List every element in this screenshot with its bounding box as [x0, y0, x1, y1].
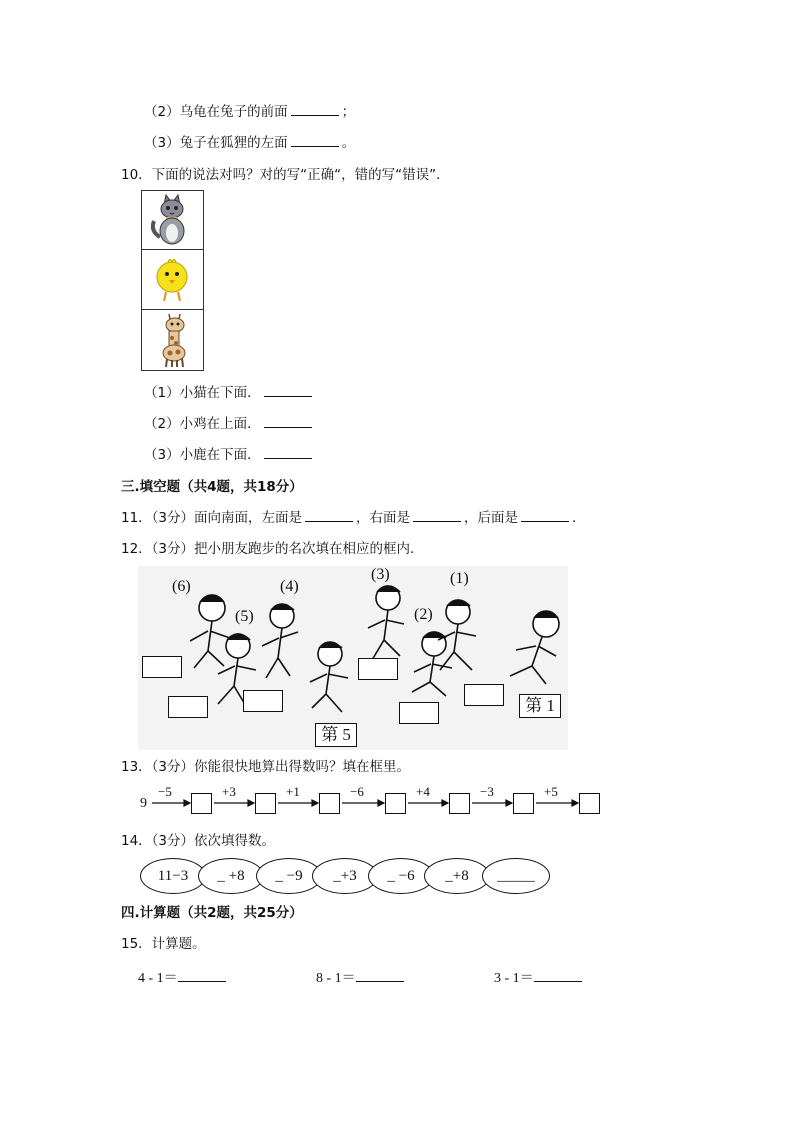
- ellipse-cell[interactable]: _+8: [424, 858, 490, 894]
- rank-answer-box[interactable]: [464, 684, 504, 706]
- rank-answer-box[interactable]: [399, 702, 439, 724]
- answer-blank[interactable]: [534, 969, 582, 982]
- section-4-title: 四.计算题（共2题，共25分）: [121, 905, 303, 921]
- q10-item-3-text: （3）小鹿在下面．: [144, 447, 261, 463]
- q10-item-3: [144, 446, 315, 464]
- answer-blank[interactable]: [291, 134, 339, 147]
- chain-op: −5: [158, 784, 172, 799]
- rank-answer-box[interactable]: [168, 696, 208, 718]
- q11-text-1: 11．（3分）面向南面，左面是: [121, 510, 303, 526]
- ellipse-cell[interactable]: _____: [482, 858, 550, 894]
- rank-answer-box[interactable]: [358, 658, 398, 680]
- answer-blank[interactable]: [356, 969, 404, 982]
- q11: [121, 509, 586, 527]
- calculation-chain: [140, 786, 610, 820]
- animal-picture-stack: [141, 190, 204, 371]
- section-3-title: 三.填空题（共4题，共18分）: [121, 479, 303, 495]
- q15-problem-3-text: 3 - 1＝: [494, 971, 534, 986]
- answer-blank-right[interactable]: [413, 509, 461, 522]
- q10-stem: 10．下面的说法对吗？对的写“正确“，错的写“错误”．: [121, 167, 450, 183]
- q15-problem-2: [316, 969, 407, 988]
- chain-answer-box[interactable]: [513, 793, 534, 814]
- answer-blank[interactable]: [178, 969, 226, 982]
- answer-blank[interactable]: [264, 384, 312, 397]
- chick-icon: [142, 251, 203, 310]
- rank-label: (3): [371, 566, 390, 583]
- q9-item-3-end: 。: [341, 135, 356, 151]
- rank-answer-box[interactable]: [243, 690, 283, 712]
- chain-answer-box[interactable]: [449, 793, 470, 814]
- q10-item-2-text: （2）小鸡在上面．: [144, 416, 261, 432]
- ellipse-chain: [140, 858, 560, 896]
- rank-label: (5): [235, 608, 254, 625]
- q15-problem-1-text: 4 - 1＝: [138, 971, 178, 986]
- giraffe-picture: [142, 311, 203, 370]
- chain-op: +1: [286, 784, 300, 799]
- rank-answer-box[interactable]: [142, 656, 182, 678]
- q9-item-2-text: （2）乌龟在兔子的前面: [144, 104, 288, 120]
- answer-blank[interactable]: [291, 103, 339, 116]
- q11-text-2: ，右面是: [356, 510, 411, 526]
- q14-stem: 14．（3分）依次填得数。: [121, 833, 276, 849]
- chain-start-number: 9: [140, 796, 147, 811]
- q12-stem: 12．（3分）把小朋友跑步的名次填在相应的框内．: [121, 541, 424, 557]
- cat-picture: [142, 191, 203, 250]
- rank-label: (2): [414, 606, 433, 623]
- q9-item-3: [144, 134, 355, 152]
- q9-item-2: [144, 103, 355, 121]
- ellipse-cell[interactable]: _ +8: [198, 858, 264, 894]
- chain-op: +4: [416, 784, 430, 799]
- chain-op: +5: [544, 784, 558, 799]
- ellipse-cell[interactable]: _ −9: [256, 858, 322, 894]
- answer-blank-back[interactable]: [521, 509, 569, 522]
- answer-blank[interactable]: [264, 415, 312, 428]
- q9-item-2-end: ；: [341, 104, 356, 120]
- ellipse-cell: 11−3: [140, 858, 206, 894]
- ellipse-cell[interactable]: _ −6: [368, 858, 434, 894]
- q10-item-1: [144, 384, 315, 402]
- q15-problem-2-text: 8 - 1＝: [316, 971, 356, 986]
- giraffe-icon: [142, 311, 203, 370]
- q15-problem-1: [138, 969, 229, 988]
- cat-icon: [142, 191, 203, 250]
- q9-item-3-text: （3）兔子在狐狸的左面: [144, 135, 288, 151]
- chain-answer-box[interactable]: [385, 793, 406, 814]
- answer-blank[interactable]: [264, 446, 312, 459]
- q10-item-2: [144, 415, 315, 433]
- first-place-label: 第 1: [519, 694, 561, 718]
- q11-text-3: ，后面是: [464, 510, 519, 526]
- running-children-picture: [138, 566, 568, 750]
- q15-problem-3: [494, 969, 585, 988]
- q15-stem: 15．计算题。: [121, 936, 206, 952]
- chain-answer-box[interactable]: [255, 793, 276, 814]
- answer-blank-left[interactable]: [305, 509, 353, 522]
- q13-stem: 13．（3分）你能很快地算出得数吗？填在框里。: [121, 759, 411, 775]
- q10-item-1-text: （1）小猫在下面．: [144, 385, 261, 401]
- chain-answer-box[interactable]: [319, 793, 340, 814]
- chain-op: −6: [350, 784, 364, 799]
- rank-label: (4): [280, 578, 299, 595]
- fifth-place-label: 第 5: [315, 723, 357, 747]
- rank-label: (6): [172, 578, 191, 595]
- chain-op: −3: [480, 784, 494, 799]
- rank-label: (1): [450, 570, 469, 587]
- chick-picture: [142, 251, 203, 310]
- q11-text-4: ．: [572, 510, 586, 526]
- ellipse-cell[interactable]: _+3: [312, 858, 378, 894]
- chain-answer-box[interactable]: [579, 793, 600, 814]
- chain-op: +3: [222, 784, 236, 799]
- chain-answer-box[interactable]: [191, 793, 212, 814]
